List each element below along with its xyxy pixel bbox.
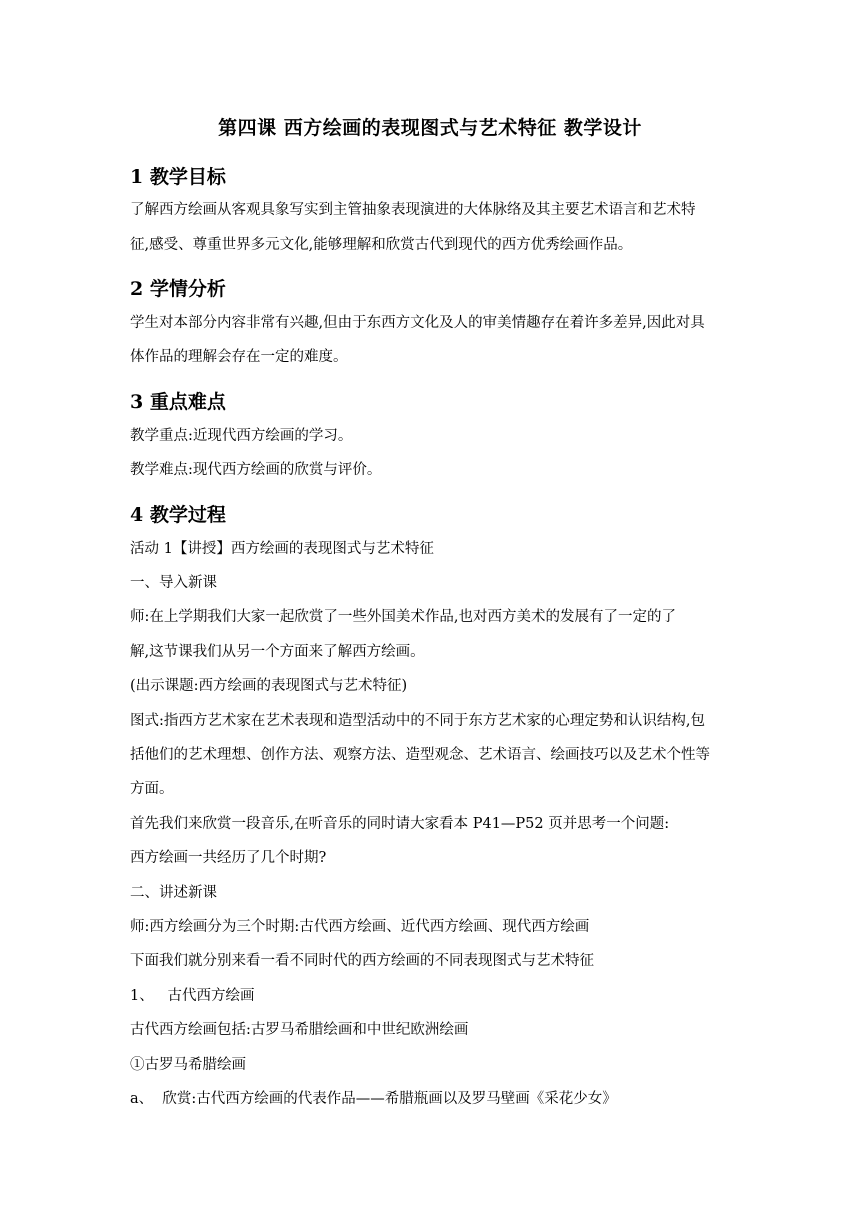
paragraph-line: 学生对本部分内容非常有兴趣,但由于东西方文化及人的审美情趣存在着许多差异,因此对具 xyxy=(130,315,705,331)
paragraph-line: 解,这节课我们从另一个方面来了解西方绘画。 xyxy=(130,644,425,660)
document-title: 第四课 西方绘画的表现图式与艺术特征 教学设计 xyxy=(218,117,642,139)
paragraph-line: 体作品的理解会存在一定的难度。 xyxy=(130,349,348,365)
section-heading-objectives: 1 教学目标 xyxy=(130,166,226,188)
paragraph-line: 图式:指西方艺术家在艺术表现和造型活动中的不同于东方艺术家的心理定势和认识结构,包 xyxy=(130,713,705,729)
paragraph-line: 方面。 xyxy=(130,781,174,797)
paragraph-line: 二、讲述新课 xyxy=(130,885,217,901)
paragraph-line: 了解西方绘画从客观具象写实到主管抽象表现演进的大体脉络及其主要艺术语言和艺术特 xyxy=(130,202,696,218)
paragraph-line: 师:在上学期我们大家一起欣赏了一些外国美术作品,也对西方美术的发展有了一定的了 xyxy=(130,609,676,625)
paragraph-line: 括他们的艺术理想、创作方法、观察方法、造型观念、艺术语言、绘画技巧以及艺术个性等 xyxy=(130,747,710,763)
list-item-heading: 1、 古代西方绘画 xyxy=(130,988,255,1004)
paragraph-line: 首先我们来欣赏一段音乐,在听音乐的同时请大家看本 P41—P52 页并思考一个问题: xyxy=(130,816,670,832)
paragraph-line: 西方绘画一共经历了几个时期? xyxy=(130,850,327,866)
paragraph-line: 古代西方绘画包括:古罗马希腊绘画和中世纪欧洲绘画 xyxy=(130,1022,469,1038)
section-heading-analysis: 2 学情分析 xyxy=(130,278,226,300)
paragraph-line: 师:西方绘画分为三个时期:古代西方绘画、近代西方绘画、现代西方绘画 xyxy=(130,919,590,935)
paragraph-line: a、 欣赏:古代西方绘画的代表作品——希腊瓶画以及罗马壁画《采花少女》 xyxy=(130,1091,617,1107)
paragraph-line: 下面我们就分别来看一看不同时代的西方绘画的不同表现图式与艺术特征 xyxy=(130,953,594,969)
paragraph-line: 活动 1【讲授】西方绘画的表现图式与艺术特征 xyxy=(130,541,434,557)
paragraph-line: 教学难点:现代西方绘画的欣赏与评价。 xyxy=(130,462,382,478)
paragraph-line: 教学重点:近现代西方绘画的学习。 xyxy=(130,428,353,444)
paragraph-line: 征,感受、尊重世界多元文化,能够理解和欣赏古代到现代的西方优秀绘画作品。 xyxy=(130,237,633,253)
paragraph-line: ①古罗马希腊绘画 xyxy=(130,1057,246,1073)
section-heading-key-points: 3 重点难点 xyxy=(130,391,226,413)
paragraph-line: (出示课题:西方绘画的表现图式与艺术特征) xyxy=(130,678,408,694)
section-heading-process: 4 教学过程 xyxy=(130,504,226,526)
paragraph-line: 一、导入新课 xyxy=(130,575,217,591)
